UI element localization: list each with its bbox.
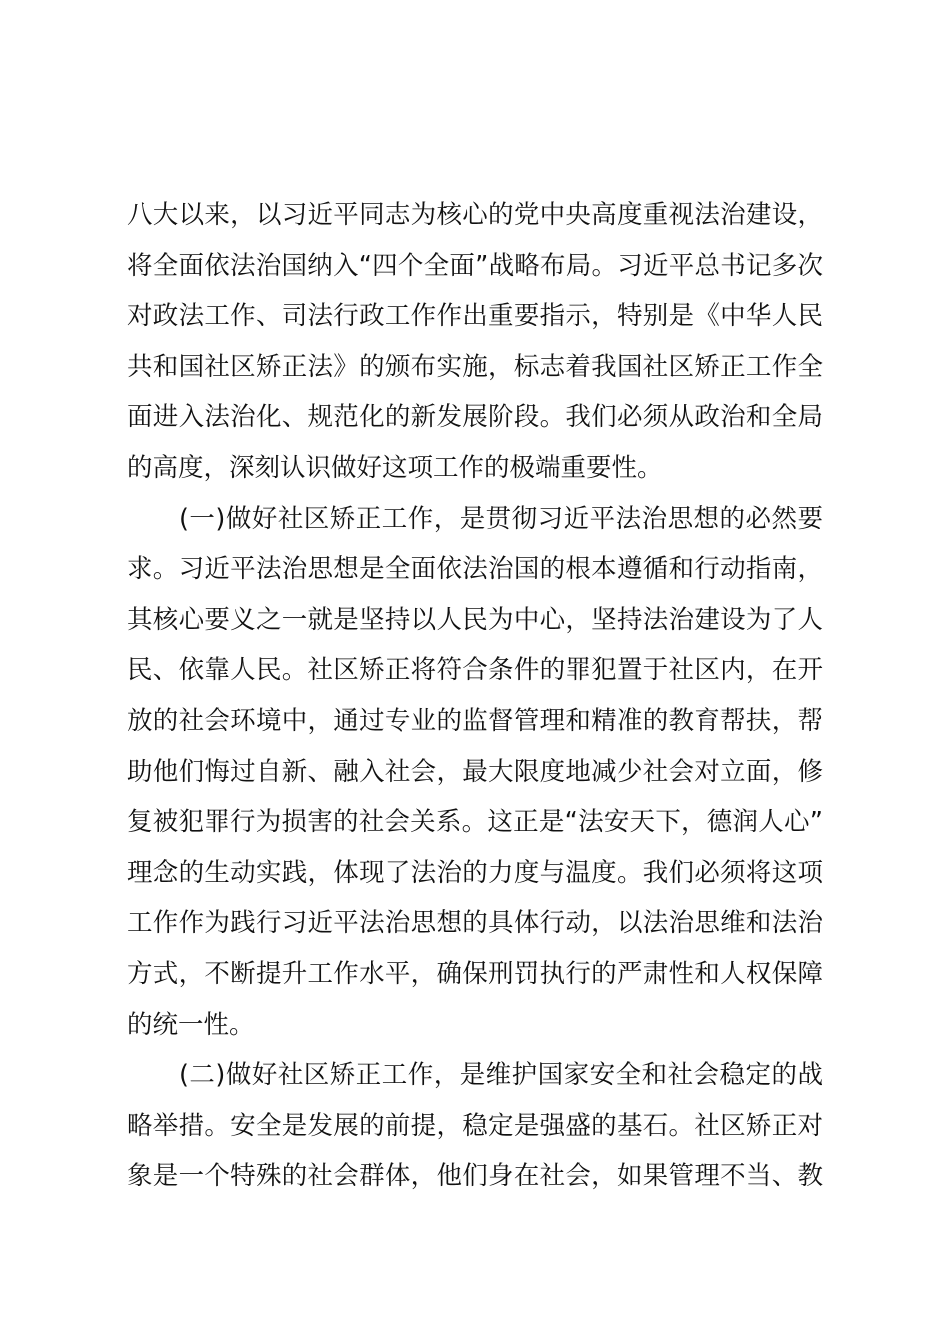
- document-body: [127, 190, 823, 1202]
- text-line: 助他们悔过自新、融入社会，最大限度地减少社会对立面，修: [127, 756, 823, 787]
- paragraph-intro: [127, 190, 823, 494]
- text-line: 放的社会环境中，通过专业的监督管理和精准的教育帮扶，帮: [127, 705, 823, 736]
- text-line: 面进入法治化、规范化的新发展阶段。我们必须从政治和全局: [127, 402, 823, 433]
- section-heading-line: (二)做好社区矫正工作，是维护国家安全和社会稳定的战: [179, 1060, 823, 1091]
- text-line: 将全面依法治国纳入“四个全面”战略布局。习近平总书记多次: [127, 250, 823, 281]
- paragraph-section-1: [127, 494, 823, 1051]
- paragraph-section-2: [127, 1050, 823, 1202]
- text-line: 的高度，深刻认识做好这项工作的极端重要性。: [127, 452, 663, 483]
- text-line: 民、依靠人民。社区矫正将符合条件的罪犯置于社区内，在开: [127, 655, 823, 686]
- text-line: 八大以来，以习近平同志为核心的党中央高度重视法治建设，: [127, 200, 823, 230]
- text-line: 其核心要义之一就是坚持以人民为中心，坚持法治建设为了人: [127, 604, 823, 635]
- text-line: 象是一个特殊的社会群体，他们身在社会，如果管理不当、教: [127, 1161, 823, 1192]
- text-line: 理念的生动实践，体现了法治的力度与温度。我们必须将这项: [127, 857, 823, 888]
- text-line: 共和国社区矫正法》的颁布实施，标志着我国社区矫正工作全: [127, 351, 823, 382]
- text-line: 的统一性。: [127, 1009, 255, 1040]
- section-heading-line: (一)做好社区矫正工作，是贯彻习近平法治思想的必然要: [179, 503, 823, 534]
- text-line: 略举措。安全是发展的前提，稳定是强盛的基石。社区矫正对: [127, 1110, 823, 1141]
- text-line: 对政法工作、司法行政工作作出重要指示，特别是《中华人民: [127, 301, 823, 332]
- text-line: 工作作为践行习近平法治思想的具体行动，以法治思维和法治: [127, 908, 823, 939]
- text-line: 复被犯罪行为损害的社会关系。这正是“法安天下，德润人心”: [127, 807, 823, 838]
- text-line: 求。习近平法治思想是全面依法治国的根本遵循和行动指南，: [127, 554, 823, 585]
- text-line: 方式，不断提升工作水平，确保刑罚执行的严肃性和人权保障: [127, 958, 823, 989]
